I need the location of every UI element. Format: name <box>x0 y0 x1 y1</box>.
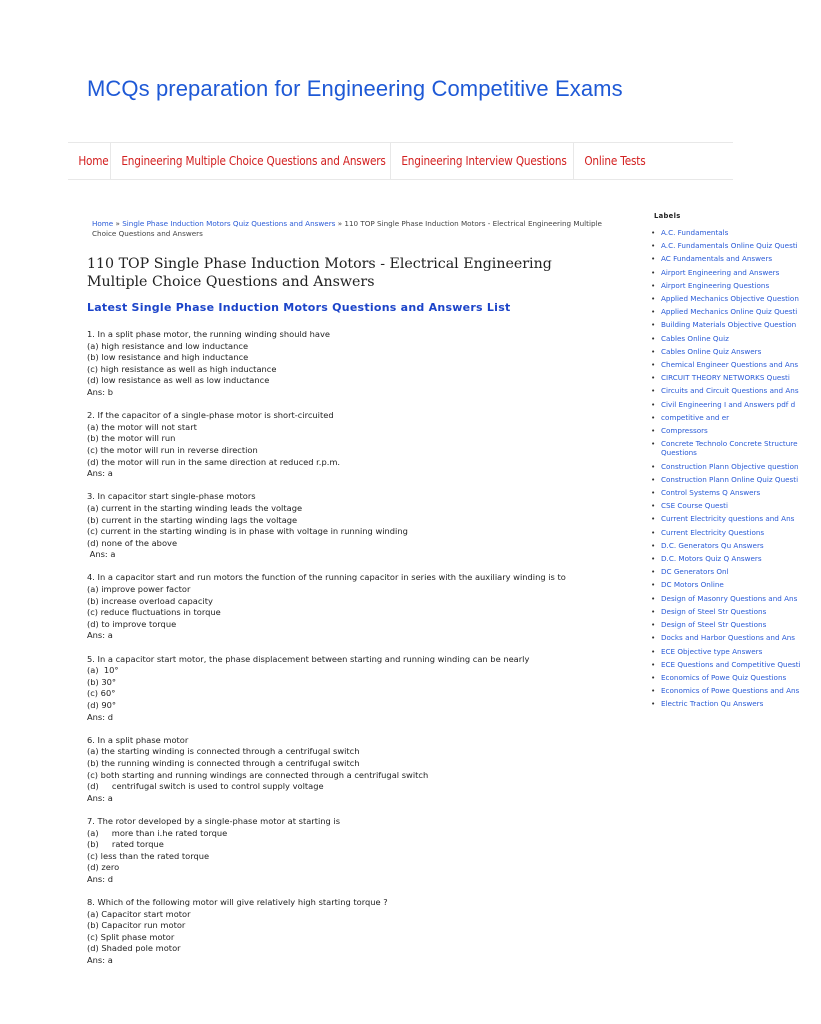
label-link-text[interactable]: • AC Fundamentals and Answers <box>661 254 773 264</box>
breadcrumb-separator: » <box>335 219 345 228</box>
label-link[interactable] <box>647 686 821 695</box>
option-text: (c) high resistance as well as high inductance <box>87 363 277 374</box>
nav-online-tests[interactable]: Online Tests <box>584 154 646 168</box>
option-text: (b) rated torque <box>87 839 164 850</box>
label-link-text[interactable]: • ECE Questions and Competitive Questi <box>661 659 801 669</box>
label-link[interactable] <box>647 320 821 329</box>
label-link-text[interactable]: • A.C. Fundamentals Online Quiz Questi <box>661 241 798 251</box>
breadcrumb <box>92 219 612 239</box>
label-link-text[interactable]: • competitive and er <box>661 412 730 422</box>
question-text: 5. In a capacitor start motor, the phase displacement between starting and running winding can be nearly <box>87 653 530 664</box>
question-list <box>87 329 607 978</box>
label-link[interactable] <box>647 373 821 382</box>
option-text: (c) reduce fluctuations in torque <box>87 607 221 618</box>
label-link-text[interactable]: • Airport Engineering Questions <box>661 280 770 290</box>
answer-text: Ans: a <box>87 549 116 560</box>
label-link[interactable] <box>647 254 821 263</box>
nav-engineering-mcq[interactable]: Engineering Multiple Choice Questions and Answers <box>121 154 386 168</box>
question-text: 3. In capacitor start single-phase motors <box>87 491 256 502</box>
label-link[interactable] <box>647 475 821 484</box>
question-text: 8. Which of the following motor will give relatively high starting torque ? <box>87 897 388 908</box>
label-link-text[interactable]: • Chemical Engineer Questions and Ans <box>661 360 799 370</box>
label-link-text[interactable]: • Current Electricity Questions <box>661 527 765 537</box>
option-text: (c) the motor will run in reverse direction <box>87 444 258 455</box>
option-text: (b) low resistance and high inductance <box>87 352 249 363</box>
option-text: (a) current in the starting winding leads the voltage <box>87 502 303 513</box>
label-link[interactable] <box>647 620 821 629</box>
label-link[interactable] <box>647 347 821 356</box>
option-text: (c) both starting and running windings are connected through a centrifugal switch <box>87 769 429 780</box>
nav-interview-questions[interactable]: Engineering Interview Questions <box>401 154 567 168</box>
label-link[interactable] <box>647 647 821 656</box>
label-link[interactable] <box>647 426 821 435</box>
label-link-text[interactable]: • Construction Plann Objective question <box>661 461 799 471</box>
sidebar-title: Labels <box>654 212 681 220</box>
question-block <box>87 572 607 642</box>
label-link-text[interactable]: • Construction Plann Online Quiz Questi <box>661 474 799 484</box>
label-link-text[interactable]: • Applied Mechanics Objective Question <box>661 294 799 304</box>
label-link-text[interactable]: • Docks and Harbor Questions and Ans <box>661 633 796 643</box>
question-block <box>87 329 607 399</box>
answer-text: Ans: b <box>87 386 113 397</box>
site-title[interactable]: MCQs preparation for Engineering Competitive Exams <box>87 76 623 101</box>
option-text: (a) 10° <box>87 665 119 676</box>
label-link-text[interactable]: • DC Motors Online <box>661 580 724 590</box>
label-link-text[interactable]: • A.C. Fundamentals <box>661 228 729 237</box>
label-link[interactable] <box>647 400 821 409</box>
label-link[interactable] <box>647 307 821 316</box>
question-block <box>87 816 607 886</box>
label-link[interactable] <box>647 673 821 682</box>
label-link-text[interactable]: • Compressors <box>661 426 708 436</box>
option-text: (c) less than the rated torque <box>87 850 210 861</box>
label-link[interactable] <box>647 294 821 303</box>
option-text: (d) 90° <box>87 700 117 710</box>
label-link[interactable] <box>647 501 821 510</box>
label-link-text[interactable]: • CSE Course Questi <box>661 501 728 511</box>
option-text: (d) to improve torque <box>87 618 177 629</box>
label-link[interactable] <box>647 281 821 290</box>
option-text: (b) current in the starting winding lags the voltage <box>87 514 298 525</box>
label-link[interactable] <box>647 413 821 422</box>
label-link-text[interactable]: • D.C. Generators Qu Answers <box>661 540 764 550</box>
label-link-text[interactable]: • Building Materials Objective Question <box>661 320 797 330</box>
question-block <box>87 410 607 480</box>
breadcrumb-separator: » <box>113 219 123 228</box>
post-title: 110 TOP Single Phase Induction Motors - Electrical Engineering Multiple Choice Questions and Answers <box>87 256 552 290</box>
label-link-text[interactable]: • Control Systems Q Answers <box>661 488 761 498</box>
question-text: 1. In a split phase motor, the running winding should have <box>87 329 331 339</box>
label-link-text[interactable]: • CIRCUIT THEORY NETWORKS Questi <box>661 373 790 383</box>
label-link[interactable] <box>647 462 821 471</box>
label-link-text[interactable]: • D.C. Motors Quiz Q Answers <box>661 554 762 564</box>
question-block <box>87 735 607 805</box>
label-link[interactable] <box>647 386 821 395</box>
label-link[interactable] <box>647 228 821 237</box>
label-link-text[interactable]: • Circuits and Circuit Questions and Ans <box>661 386 799 396</box>
question-block <box>87 491 607 561</box>
label-link[interactable] <box>647 633 821 642</box>
answer-text: Ans: a <box>87 792 113 803</box>
label-link[interactable] <box>647 488 821 497</box>
label-link[interactable] <box>647 241 821 250</box>
label-link-text[interactable]: • Economics of Powe Quiz Questions <box>661 672 787 682</box>
option-text: (d) centrifugal switch is used to control supply voltage <box>87 781 324 792</box>
option-text: (b) increase overload capacity <box>87 595 213 606</box>
option-text: (d) Shaded pole motor <box>87 943 181 954</box>
option-text: (a) the starting winding is connected through a centrifugal switch <box>87 746 360 757</box>
label-link[interactable] <box>647 567 821 576</box>
option-text: (d) low resistance as well as low inductance <box>87 375 270 386</box>
option-text: (b) 30° <box>87 676 117 687</box>
label-link-text[interactable]: • Civil Engineering I and Answers pdf d <box>661 399 796 409</box>
label-link[interactable] <box>647 439 821 457</box>
label-link[interactable] <box>647 268 821 277</box>
option-text: (a) high resistance and low inductance <box>87 340 249 351</box>
answer-text: Ans: a <box>87 955 113 966</box>
option-text: (c) Split phase motor <box>87 931 175 942</box>
main-nav <box>68 142 733 180</box>
label-link-text[interactable]: • ECE Objective type Answers <box>661 646 763 656</box>
question-text: 7. The rotor developed by a single-phase motor at starting is <box>87 815 341 826</box>
label-link[interactable] <box>647 360 821 369</box>
question-block <box>87 897 607 967</box>
label-link-text[interactable]: • Applied Mechanics Online Quiz Questi <box>661 307 798 317</box>
option-text: (a) Capacitor start motor <box>87 908 191 919</box>
label-link[interactable] <box>647 607 821 616</box>
label-link-text[interactable]: • Design of Steel Str Questions <box>661 620 767 630</box>
label-link[interactable] <box>647 554 821 563</box>
answer-text: Ans: d <box>87 711 113 722</box>
option-text: (d) the motor will run in the same direction at reduced r.p.m. <box>87 456 341 467</box>
label-link-text[interactable]: • Electric Traction Qu Answers <box>661 699 764 709</box>
label-link-text[interactable]: • Economics of Powe Questions and Ans <box>661 686 800 696</box>
answer-text: Ans: a <box>87 468 113 479</box>
question-text: 2. If the capacitor of a single-phase motor is short-circuited <box>87 410 334 421</box>
label-link-text[interactable]: • Current Electricity questions and Ans <box>661 514 795 524</box>
option-text: (a) the motor will not start <box>87 421 197 432</box>
label-link[interactable] <box>647 541 821 550</box>
option-text: (d) none of the above <box>87 537 178 548</box>
label-link[interactable] <box>647 514 821 523</box>
label-link-text[interactable]: • Cables Online Quiz Answers <box>661 346 762 356</box>
label-link[interactable] <box>647 660 821 669</box>
answer-text: Ans: a <box>87 630 113 641</box>
option-text: (a) more than i.he rated torque <box>87 827 228 838</box>
label-link-text[interactable]: • Design of Masonry Questions and Ans <box>661 593 798 603</box>
label-link-text[interactable]: • Concrete Technolo Concrete Structure Questions <box>661 439 798 458</box>
option-text: (d) zero <box>87 862 120 873</box>
breadcrumb-category[interactable]: Single Phase Induction Motors Quiz Questions and Answers <box>122 219 336 228</box>
label-link-text[interactable]: • Cables Online Quiz <box>661 333 729 343</box>
post-subheading: Latest Single Phase Induction Motors Questions and Answers List <box>87 301 511 314</box>
label-link[interactable] <box>647 594 821 603</box>
answer-text: Ans: d <box>87 873 113 884</box>
label-link[interactable] <box>647 334 821 343</box>
question-text: 6. In a split phase motor <box>87 734 189 745</box>
label-link-text[interactable]: • Airport Engineering and Answers <box>661 267 780 277</box>
label-link-text[interactable]: • DC Generators Onl <box>661 567 729 577</box>
option-text: (b) the running winding is connected through a centrifugal switch <box>87 757 360 768</box>
option-text: (b) the motor will run <box>87 433 176 444</box>
question-text: 4. In a capacitor start and run motors the function of the running capacitor in series with the auxiliary winding is to <box>87 572 566 583</box>
label-link[interactable] <box>647 528 821 537</box>
option-text: (a) improve power factor <box>87 584 191 595</box>
sidebar-labels <box>647 212 801 1024</box>
breadcrumb-current: 110 TOP Single Phase Induction Motors - Electrical Engineering Multiple Choice Questions and Answers <box>92 219 602 238</box>
option-text: (c) current in the starting winding is in phase with voltage in running winding <box>87 526 408 537</box>
label-link[interactable] <box>647 699 821 708</box>
nav-home[interactable]: Home <box>78 154 109 168</box>
label-list <box>647 228 801 709</box>
breadcrumb-home[interactable]: Home <box>92 219 114 228</box>
option-text: (b) Capacitor run motor <box>87 920 186 931</box>
option-text: (c) 60° <box>87 688 116 699</box>
label-link-text[interactable]: • Design of Steel Str Questions <box>661 606 767 616</box>
question-block <box>87 654 607 724</box>
label-link[interactable] <box>647 580 821 589</box>
